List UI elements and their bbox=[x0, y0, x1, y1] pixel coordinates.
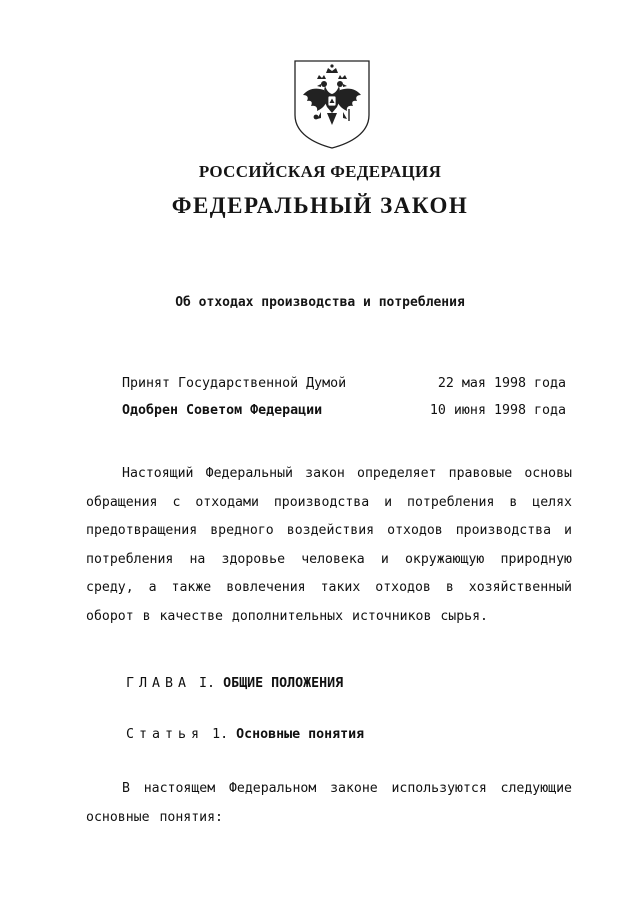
article-heading bbox=[126, 727, 364, 742]
adoption-date: 22 мая 1998 года bbox=[437, 376, 566, 391]
adoption-block bbox=[122, 370, 566, 424]
preamble-paragraph: Настоящий Федеральный закон определяет правовые основы обращения с отходами производства и потребления в целях предотвращения вредного воздействия отходов производства и потребления на здоровье человека и окружающую природную среду, а также вовлечения таких отходов в хозяйственный оборот в качестве дополнительных источников сырья. bbox=[86, 466, 572, 624]
chapter-prefix: ГЛАВА bbox=[126, 676, 192, 691]
country-heading: РОССИЙСКАЯ ФЕДЕРАЦИЯ bbox=[198, 162, 442, 181]
chapter-title: ОБЩИЕ ПОЛОЖЕНИЯ bbox=[223, 676, 344, 691]
adoption-label: Одобрен Советом Федерации bbox=[122, 403, 323, 418]
adoption-row-council bbox=[122, 397, 566, 424]
adoption-date: 10 июня 1998 года bbox=[429, 403, 566, 418]
article-prefix: Статья bbox=[126, 727, 205, 742]
adoption-label: Принят Государственной Думой bbox=[122, 376, 347, 391]
chapter-number: I. bbox=[199, 676, 216, 691]
chapter-heading bbox=[126, 676, 343, 691]
law-type-heading: ФЕДЕРАЛЬНЫЙ ЗАКОН bbox=[171, 193, 469, 218]
coat-of-arms-icon bbox=[291, 57, 373, 151]
document-title: Об отходах производства и потребления bbox=[175, 295, 465, 310]
article-title: Основные понятия bbox=[236, 727, 365, 742]
article-paragraph: В настоящем Федеральном законе используются следующие основные понятия: bbox=[86, 781, 572, 825]
adoption-row-duma bbox=[122, 370, 566, 397]
article-number: 1. bbox=[212, 727, 229, 742]
